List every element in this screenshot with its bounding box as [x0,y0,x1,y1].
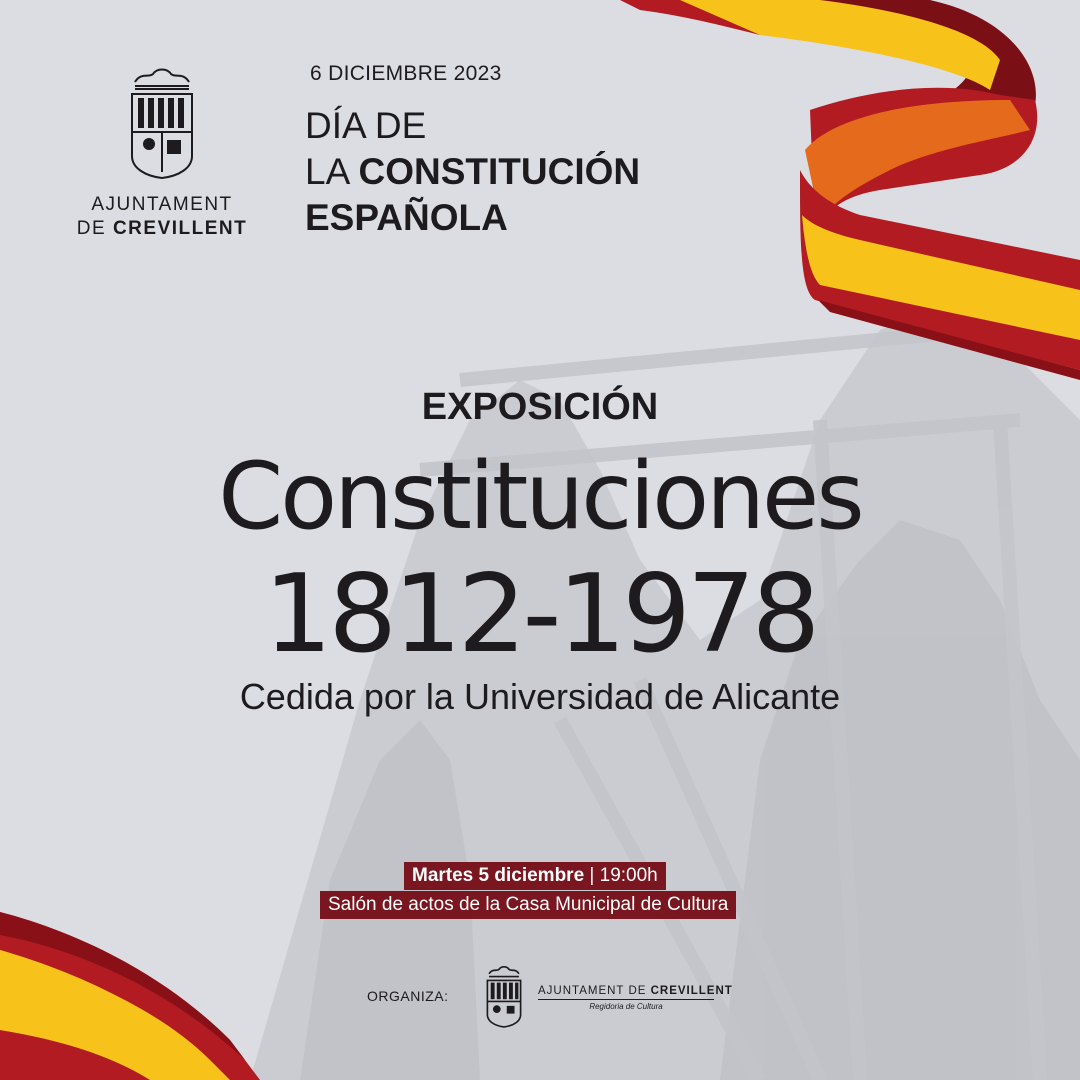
coat-of-arms-icon [127,68,197,180]
header-title-line-3: ESPAÑOLA [305,197,508,238]
exhibition-title-line-2: 1812-1978 [263,552,817,677]
event-venue-badge: Salón de actos de la Casa Municipal de Cultura [320,891,736,919]
footer-org-name: AJUNTAMENT DE CREVILLENT [538,985,733,997]
coat-of-arms-icon [484,966,524,1028]
header-title-line-1: DÍA DE [305,105,427,146]
exhibition-kicker: EXPOSICIÓN [421,386,659,428]
footer-divider [538,999,714,1000]
logo-line-2: DE CREVILLENT [76,218,248,239]
logo-line-1: AJUNTAMENT [91,194,233,215]
event-datetime-badge: Martes 5 diciembre | 19:00h [404,862,666,890]
event-date: 6 DICIEMBRE 2023 [310,62,502,85]
footer-org-subtitle: Regidoria de Cultura [589,1002,663,1011]
header-title-line-2: LA CONSTITUCIÓN [305,151,641,192]
exhibition-title-line-1: Constituciones [218,442,862,550]
organiza-label: ORGANIZA: [367,988,449,1004]
exhibition-subtitle: Cedida por la Universidad de Alicante [239,676,841,717]
ajuntament-logo [62,68,262,248]
